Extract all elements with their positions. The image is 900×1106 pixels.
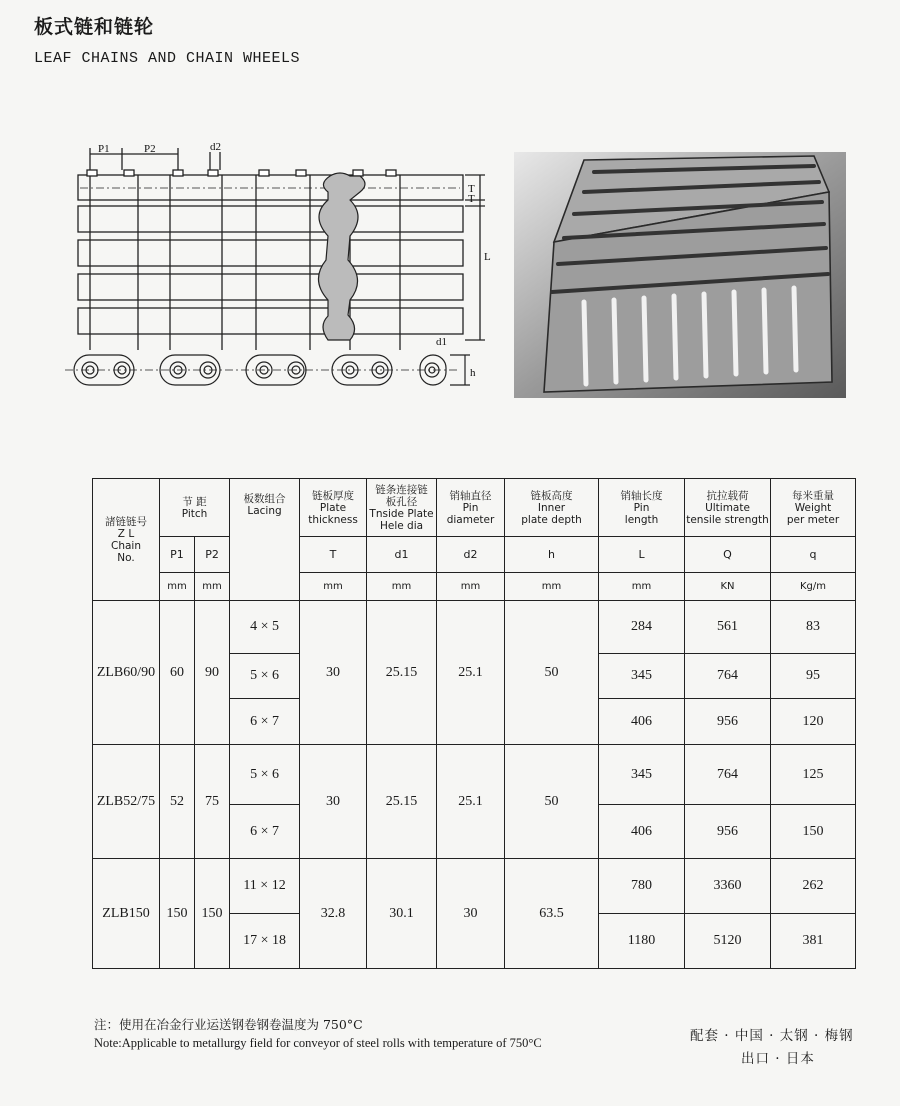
lacing-cell: 4 × 5 [230,601,300,654]
dim-label-p1: P1 [98,143,110,155]
col-header-pin-length [599,479,685,537]
symbol-p1: P1 [160,537,195,573]
q-cell: 561 [685,601,771,654]
p1-cell: 52 [160,745,195,859]
lacing-cell: 17 × 18 [230,914,300,969]
symbol-d1: d1 [367,537,437,573]
col-header-tensile-text: 抗拉载荷 Ultimate tensile strength [686,489,769,526]
dim-label-t1: T [468,183,475,195]
d1-cell: 25.15 [367,745,437,859]
unit-q-lower: Kg/m [771,573,856,601]
col-header-plate-depth-text: 链板高度 Inner plate depth [521,489,582,526]
dim-label-p2: P2 [144,143,156,155]
q-cell: 764 [685,745,771,805]
unit-t: mm [300,573,367,601]
q-cell: 3360 [685,859,771,914]
h-cell: 63.5 [505,859,599,969]
l-cell: 345 [599,654,685,699]
dim-label-t2: T [468,193,475,205]
q-cell: 5120 [685,914,771,969]
h-cell: 50 [505,601,599,745]
chain-no-cell: ZLB60/90 [93,601,160,745]
col-header-tensile [685,479,771,537]
table-row [93,601,856,654]
page-title-en: LEAF CHAINS AND CHAIN WHEELS [34,50,301,67]
p2-cell: 150 [195,859,230,969]
l-cell: 345 [599,745,685,805]
p2-cell: 90 [195,601,230,745]
symbol-d2: d2 [437,537,505,573]
h-cell: 50 [505,745,599,859]
col-header-pin-dia [437,479,505,537]
weight-cell: 150 [771,805,856,859]
dim-label-d1: d1 [436,336,447,348]
d1-cell: 30.1 [367,859,437,969]
unit-p1: mm [160,573,195,601]
l-cell: 1180 [599,914,685,969]
col-header-plate-depth [505,479,599,537]
weight-cell: 262 [771,859,856,914]
lacing-cell: 5 × 6 [230,745,300,805]
symbol-h: h [505,537,599,573]
weight-cell: 381 [771,914,856,969]
col-header-chain-no [93,479,160,601]
unit-l: mm [599,573,685,601]
col-header-weight [771,479,856,537]
d2-cell: 25.1 [437,745,505,859]
p1-cell: 150 [160,859,195,969]
t-cell: 32.8 [300,859,367,969]
col-header-chain-no-text: 諸链链号 Z L Chain No. [105,515,147,564]
unit-d2: mm [437,573,505,601]
supply-line-1: 配套 · 中国 · 太钢 · 梅钢 [690,1028,854,1044]
col-header-pin-dia-text: 销轴直径 Pin diameter [446,489,495,526]
col-header-weight-text: 每米重量 Weight per meter [786,489,840,526]
unit-d1: mm [367,573,437,601]
chain-technical-drawing [60,140,500,400]
dim-label-d2: d2 [210,141,221,153]
page-title-cn: 板式链和链轮 [34,16,155,38]
weight-cell: 83 [771,601,856,654]
chain-no-cell: ZLB52/75 [93,745,160,859]
q-cell: 956 [685,699,771,745]
chain-product-photo [514,152,846,398]
lacing-cell: 11 × 12 [230,859,300,914]
unit-h: mm [505,573,599,601]
col-header-pin-length-text: 销轴长度 Pin length [620,489,663,526]
col-header-hole-dia [367,479,437,537]
weight-cell: 120 [771,699,856,745]
d2-cell: 25.1 [437,601,505,745]
col-header-lacing-text: 板数组合 Lacing [243,493,286,517]
weight-cell: 125 [771,745,856,805]
col-header-pitch-text: 节 距 Pitch [181,495,208,520]
lacing-cell: 5 × 6 [230,654,300,699]
col-header-plate-thickness [300,479,367,537]
unit-q-upper: KN [685,573,771,601]
note-cn: 注：使用在冶金行业运送钢卷钢卷温度为 750°C [94,1017,363,1032]
unit-p2: mm [195,573,230,601]
chain-no-cell: ZLB150 [93,859,160,969]
spec-table [92,478,856,969]
dim-label-l: L [484,251,491,263]
weight-cell: 95 [771,654,856,699]
note-en: Note:Applicable to metallurgy field for conveyor of steel rolls with temperature of 750°C [94,1036,542,1050]
symbol-l: L [599,537,685,573]
supply-line-2: 出口 · 日本 [741,1051,815,1067]
symbol-q-lower: q [771,537,856,573]
symbol-t: T [300,537,367,573]
table-row [93,745,856,805]
col-header-pitch [160,479,230,537]
q-cell: 956 [685,805,771,859]
col-header-lacing [230,479,300,601]
col-header-plate-thickness-text: 链板厚度 Plate thickness [308,489,358,526]
l-cell: 780 [599,859,685,914]
p1-cell: 60 [160,601,195,745]
l-cell: 406 [599,699,685,745]
t-cell: 30 [300,601,367,745]
t-cell: 30 [300,745,367,859]
l-cell: 406 [599,805,685,859]
dim-label-h: h [470,367,476,379]
d1-cell: 25.15 [367,601,437,745]
q-cell: 764 [685,654,771,699]
col-header-hole-dia-text: 链条连接链 板孔径 Tnside Plate Hele dia [369,483,434,532]
symbol-q-upper: Q [685,537,771,573]
d2-cell: 30 [437,859,505,969]
lacing-cell: 6 × 7 [230,805,300,859]
l-cell: 284 [599,601,685,654]
lacing-cell: 6 × 7 [230,699,300,745]
p2-cell: 75 [195,745,230,859]
symbol-p2: P2 [195,537,230,573]
table-row [93,859,856,914]
